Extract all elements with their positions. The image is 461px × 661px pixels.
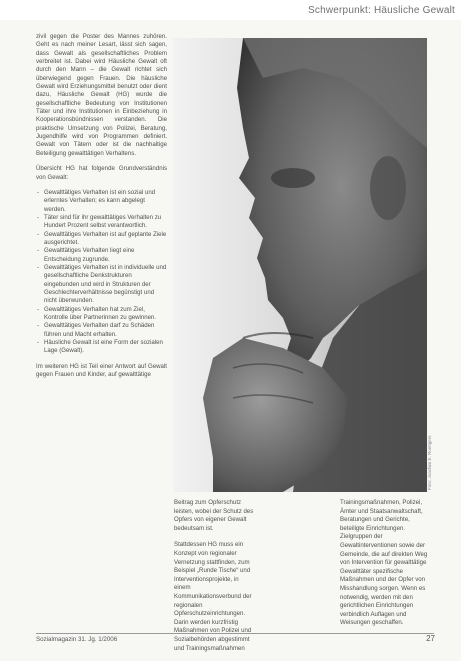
- paragraph: zivil gegen die Poster des Mannes zuhören. Geht es nach meiner Lesart, lässt sich sagen, dass Gewalt als gesellschaftliches Problem verbreitet ist. Dabei wird Häusliche Gewalt oft durch den Mann – die Gewalt richtet sich überwiegend gegen Frauen. Die häusliche Gewalt wird Erziehungsmittel benutzt oder dient dazu, Häusliche Gewalt (HG) wurde die gesellschaftliche Bedeutung von Institutionen Täter und ihre Institutionen in Einbeziehung in Kooperationsbündnissen verstanden. Die praktische Umsetzung von Polizei, Beratung, Jugendhilfe wird von Programmen definiert. Gewalt von Tätern oder ist die nachhaltige Beteiligung gewalttätigen Verhaltens.: [36, 33, 167, 157]
- footer-divider: [36, 633, 434, 634]
- man-profile-illustration: [173, 38, 427, 492]
- paragraph: Übersicht HG hat folgende Grundverständnis von Gewalt:: [36, 165, 167, 181]
- paragraph: Beitrag zum Opferschutz leisten, wobei der Schutz des Opfers von eigener Gewalt bedeutsam ist.: [174, 499, 254, 532]
- bullet-list: [36, 189, 167, 356]
- right-column: [340, 499, 428, 636]
- list-item: - Gewalttätiges Verhalten ist auf geplante Ziele ausgerichtet.: [44, 231, 167, 248]
- page-number: 27: [426, 634, 435, 643]
- footer-publication: Sozialmagazin 31. Jg. 1/2006: [36, 636, 118, 643]
- paragraph: Stattdessen HG muss ein Konzept von regionaler Vernetzung stattfinden, zum Beispiel „Runde Tische“ und Interventionsprojekte, in einem Kommunikationsverbund der regionalen Opferschutzeinrichtungen. Darin werden kurzfristig Maßnahmen von Polizei und Sozialbehörden abgestimmt und Trainingsmaßnahmen: [174, 541, 252, 652]
- list-item: - Häusliche Gewalt ist eine Form der sozialen Lage (Gewalt).: [44, 339, 167, 356]
- list-item: - Gewalttätiges Verhalten ist in individuelle und gesellschaftliche Denkstrukturen eingebunden und wird in Strukturen der Geschlechterverhältnisse begünstigt und nicht überwunden.: [44, 264, 167, 306]
- portrait-photo: [173, 38, 427, 492]
- list-item: - Gewalttätiges Verhalten ist ein sozial und erlerntes Verhalten; es kann abgelegt werden.: [44, 189, 167, 214]
- list-item: - Gewalttätiges Verhalten liegt eine Entscheidung zugrunde.: [44, 247, 167, 264]
- list-item: - Gewalttätiges Verhalten hat zum Ziel, Kontrolle über Partnerinnen zu gewinnen.: [44, 306, 167, 323]
- page-header: [0, 0, 461, 20]
- list-item: - Täter sind für ihr gewalttätiges Verhalten zu Hundert Prozent selbst verantwortlich.: [44, 214, 167, 231]
- section-title: Schwerpunkt: Häusliche Gewalt: [308, 5, 455, 16]
- left-column: [36, 33, 167, 386]
- middle-column: [174, 499, 254, 661]
- paragraph: Trainingsmaßnahmen, Polizei, Ämter und Staatsanwaltschaft, Beratungen und Gerichte, beteiligte Einrichtungen. Zielgruppen der Gewaltinterventionen sowie der Gemeinde, die auf direkten Weg von Intervention für gewalttätige Gewalttäter spezifische Maßnahmen und der Opfer von Misshandlung sorgen. Wenn es notwendig, werden mit den gerichtlichen Einrichtungen verbindlich Auflagen und Weisungen geschaffen.: [340, 499, 428, 627]
- list-item: - Gewalttätiges Verhalten darf zu Schäden führen und Macht erhalten.: [44, 322, 167, 339]
- paragraph: Im weiteren HG ist Teil einer Antwort auf Gewalt gegen Frauen und Kinder, auf gewalttätige: [36, 362, 167, 379]
- photo-credit: Foto: Joachim E. Roettgers: [427, 435, 432, 490]
